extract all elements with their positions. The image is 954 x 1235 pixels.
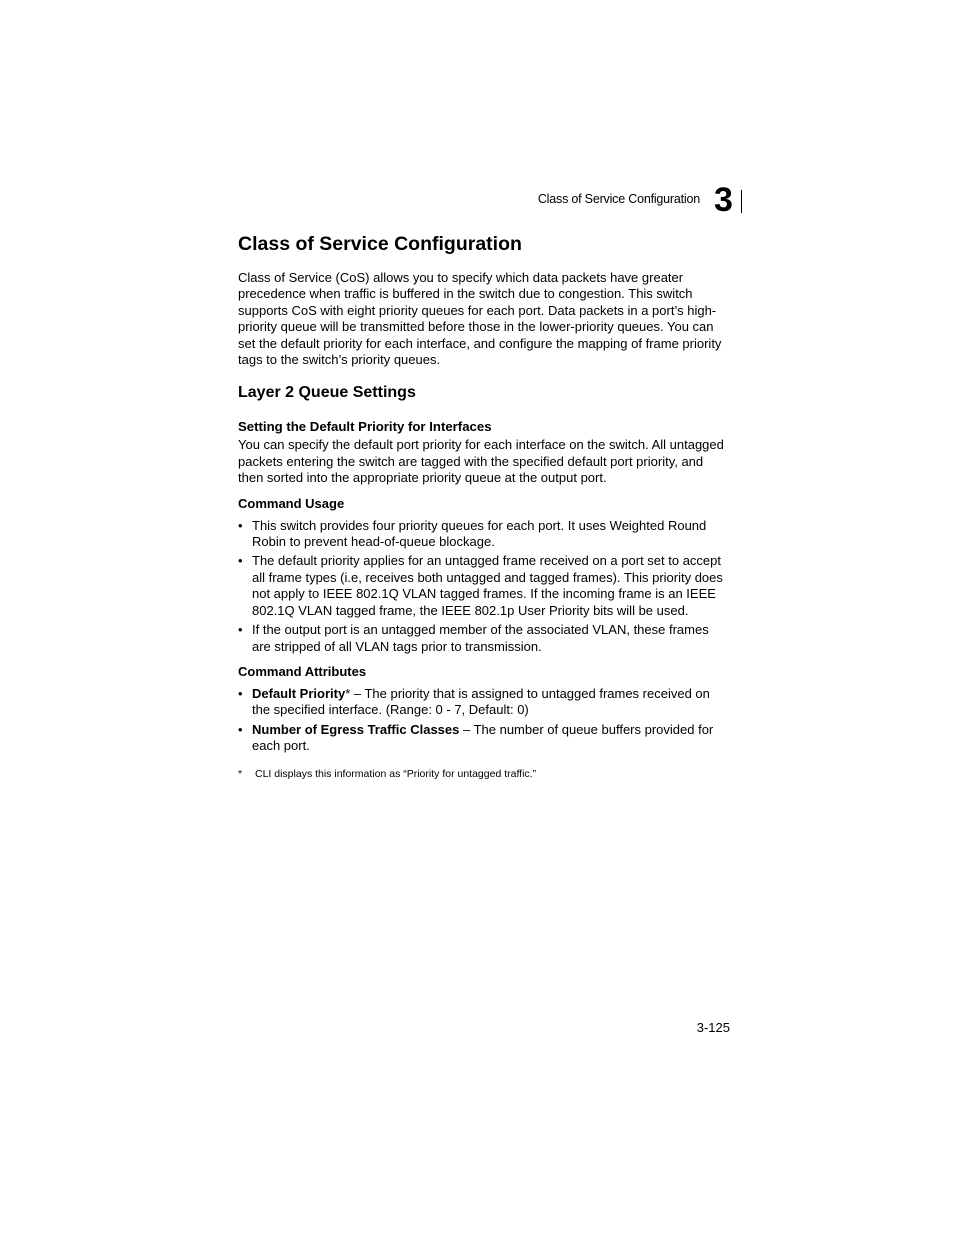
footnote-marker: * — [345, 685, 351, 701]
attribute-term: Default Priority — [252, 685, 346, 701]
section-intro: Class of Service (CoS) allows you to specify which data packets have greater precedence when traffic is buffered in the switch due to congestion. This switch supports CoS with eight priority queues for each port. Data packets in a port’s high-priority queue will be transmitted before those in the lower-priority queues. You can set the default priority for each interface, and configure the mapping of frame priority tags to the switch’s priority queues. — [238, 270, 722, 368]
command-attributes-list — [238, 686, 730, 755]
command-attributes-heading: Command Attributes — [238, 663, 367, 679]
chapter-rule — [741, 190, 742, 213]
command-usage-heading: Command Usage — [238, 495, 345, 511]
list-item — [238, 686, 730, 719]
attribute-description: – The priority that is assigned to untagged frames received on the specified interface. (Range: 0 - 7, Default: 0) — [252, 685, 710, 718]
list-item — [238, 518, 730, 551]
section-title: Class of Service Configuration — [238, 233, 522, 255]
footnote-text: CLI displays this information as “Priority for untagged traffic.” — [255, 767, 537, 780]
list-item-text: This switch provides four priority queues for each port. It uses Weighted Round Robin to prevent head-of-queue blockage. — [252, 517, 707, 550]
bullet-icon: • — [238, 553, 243, 569]
bullet-icon: • — [238, 685, 243, 701]
command-usage-list — [238, 518, 730, 655]
bullet-icon: • — [238, 721, 243, 737]
footnote-mark: * — [238, 767, 243, 780]
list-item — [238, 722, 730, 755]
list-item — [238, 553, 730, 619]
bullet-icon: • — [238, 517, 243, 533]
list-item-text: If the output port is an untagged member of the associated VLAN, these frames are stripped of all VLAN tags prior to transmission. — [252, 622, 709, 654]
page-number: 3-125 — [696, 1020, 730, 1035]
topic-body: You can specify the default port priority for each interface on the switch. All untagged packets entering the switch are tagged with the specified default port priority, and then sorted into the appropriate priority queue at the output port. — [238, 437, 724, 486]
attribute-term: Number of Egress Traffic Classes — [252, 721, 460, 737]
attribute-description: – The number of queue buffers provided for each port. — [252, 721, 714, 754]
running-header: Class of Service Configuration — [537, 192, 700, 206]
page-content — [238, 230, 730, 781]
topic-title: Setting the Default Priority for Interfaces — [238, 419, 492, 435]
list-item — [238, 622, 730, 655]
subsection-title: Layer 2 Queue Settings — [238, 384, 416, 402]
chapter-number: 3 — [714, 181, 733, 219]
list-item-text: The default priority applies for an untagged frame received on a port set to accept all frame types (i.e, receives both untagged and tagged frames). This priority does not apply to IEEE 802.1Q VLAN tagged frames. If the incoming frame is an IEEE 802.1Q VLAN tagged frame, the IEEE 802.1p User Priority bits will be used. — [252, 553, 723, 618]
bullet-icon: • — [238, 622, 243, 638]
footnote — [238, 767, 730, 781]
